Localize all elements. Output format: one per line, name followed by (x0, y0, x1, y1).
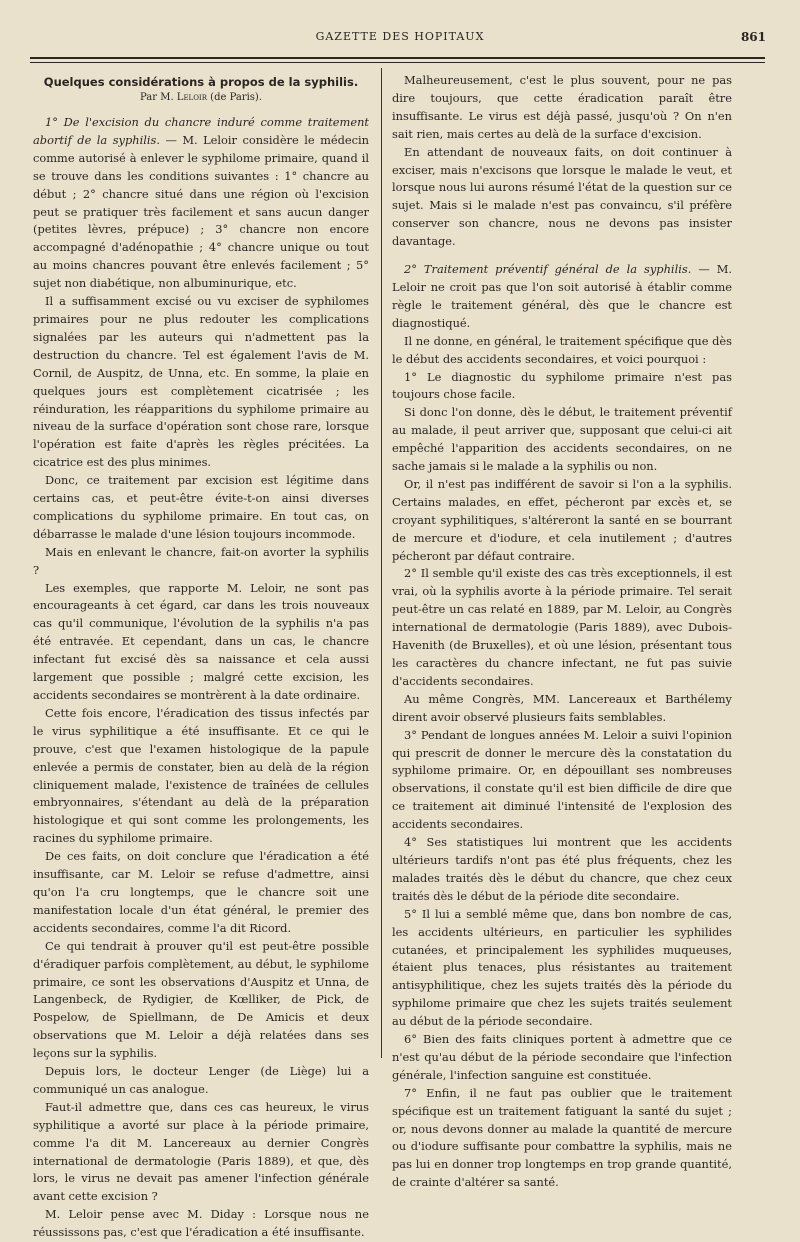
paragraph: Donc, ce traitement par excision est légitime dans certains cas, et peut-être évite-t-on ainsi diverses complications du syphilome primaire. En tout cas, on débarrasse le malade d'une lésion toujours incommode. (33, 473, 369, 541)
paragraph-text: — M. Leloir ne croit pas que l'on soit autorisé à établir comme règle le traitement général, dès que le chancre est diagnostiqué. (392, 262, 732, 330)
paragraph: 5° Il lui a semblé même que, dans bon nombre de cas, les accidents ultérieurs, en particulier les syphilides cutanées, et principalement les syphilides muqueuses, étaient plus tenaces, plus résistantes au traitement antisyphilitique, chez les sujets traités dès la période du syphilome primaire que chez les sujets traités seulement au début de la période secondaire. (392, 906, 732, 1029)
paragraph: 7° Enfin, il ne faut pas oublier que le traitement spécifique est un traitement fatiguant la santé du sujet ; or, nous devons donner au malade la quantité de mercure ou d'iodure suffisante pour combattre la syphilis, mais ne pas lui en donner trop longtemps en trop grande quantité, de crainte d'altérer sa santé. (392, 1085, 732, 1190)
right-column (392, 72, 732, 1192)
paragraph: 6° Bien des faits cliniques portent à admettre que ce n'est qu'au début de la période secondaire que l'infection générale, l'infection sanguine est constituée. (392, 1032, 732, 1082)
paragraph: Si donc l'on donne, dès le début, le traitement préventif au malade, il peut arriver que, supposant que celui-ci ait empêché l'apparition des accidents secondaires, on ne sache jamais si le malade a la syphilis ou non. (392, 405, 732, 474)
paragraph: Il ne donne, en général, le traitement spécifique que dès le début des accidents secondaires, et voici pourquoi : (392, 333, 732, 366)
author-name: Leloir (176, 92, 207, 103)
header-rule-thin (30, 62, 765, 63)
paragraph: 4° Ses statistiques lui montrent que les accidents ultérieurs tardifs n'ont pas été plus fréquents, chez les malades traités dès le début du chancre, que chez ceux traités dès le début de la période dite secondaire. (392, 835, 732, 903)
paragraph: 1° Le diagnostic du syphilome primaire n'est pas toujours chose facile. (392, 369, 732, 402)
running-title: GAZETTE DES HOPITAUX (315, 30, 485, 43)
article-author (33, 90, 369, 106)
paragraph: Les exemples, que rapporte M. Leloir, ne sont pas encourageants à cet égard, car dans les trois nouveaux cas qu'il communique, l'évolution de la syphilis n'a pas été entravée. Et cependant, dans un cas, le chancre infectant fut excisé dès sa naissance et cela aussi largement que possible ; malgré cette excision, les accidents secondaires se montrèrent à la date ordinaire. (33, 580, 369, 702)
left-column (33, 72, 369, 1242)
section-heading: 2° Traitement préventif général de la syphilis. (404, 262, 692, 277)
page-number: 861 (740, 30, 766, 44)
paragraph: Au même Congrès, MM. Lancereaux et Barthélemy dirent avoir observé plusieurs faits semblables. (392, 691, 732, 724)
paragraph: Or, il n'est pas indifférent de savoir si l'on a la syphilis. Certains malades, en effet, pécheront par excès et, se croyant syphilitiques, s'altéreront la santé en se bourrant de mercure et d'iodure, et cela inutilement ; d'autres pécheront par défaut contraire. (392, 476, 732, 563)
paragraph: M. Leloir pense avec M. Diday : Lorsque nous ne réussissons pas, c'est que l'éradication a été insuffisante. (33, 1207, 369, 1240)
paragraph: Il a suffisamment excisé ou vu exciser de syphilomes primaires pour ne plus redouter les complications signalées par les auteurs qui n'admettent pas la destruction du chancre. Tel est également l'avis de M. Cornil, de Auspitz, de Unna, etc. En somme, la plaie en quelques jours est complètement cicatrisée ; les réinduration, les réapparitions du syphilome primaire au niveau de la surface d'opération sont chose rare, lorsque l'opération est faite d'après les règles précitées. La cicatrice est des plus minimes. (33, 294, 369, 470)
paragraph: Malheureusement, c'est le plus souvent, pour ne pas dire toujours, que cette éradication paraît être insuffisante. Le virus est déjà passé, jusqu'où ? On n'en sait rien, mais certes au delà de la surface d'excision. (392, 73, 732, 141)
paragraph-text: — M. Leloir considère le médecin comme autorisé à enlever le syphilome primaire, quand il se trouve dans les conditions suivantes : 1° chancre au début ; 2° chancre situé dans une région où l'excision peut se pratiquer très facilement et sans aucun danger (petites lèvres, prépuce) ; 3° chancre non encore accompagné d'adénopathie ; 4° chancre unique ou tout au moins chancres pouvant être enlevés facilement ; 5° sujet non diabétique, non albuminurique, etc. (33, 132, 369, 291)
paragraph (392, 261, 732, 333)
paragraph (33, 114, 369, 293)
paragraph: En attendant de nouveaux faits, on doit continuer à exciser, mais n'excisons que lorsque le malade le veut, et lorsque nous lui aurons résumé l'état de la question sur ce sujet. Mais si le malade n'est pas convaincu, s'il préfère conserver son chancre, nous ne devons pas insister davantage. (392, 144, 732, 249)
page-header (30, 30, 770, 46)
paragraph: Depuis lors, le docteur Lenger (de Liège) lui a communiqué un cas analogue. (33, 1064, 369, 1096)
paragraph: 3° Pendant de longues années M. Leloir a suivi l'opinion qui prescrit de donner le mercure dès la constatation du syphilome primaire. Or, en dépouillant ses nombreuses observations, il constate qu'il est bien difficile de dire que ce traitement ait diminué l'intensité de l'explosion des accidents secondaires. (392, 727, 732, 832)
paragraph: 2° Il semble qu'il existe des cas très exceptionnels, il est vrai, où la syphilis avorte à la période primaire. Tel serait peut-être un cas relaté en 1889, par M. Leloir, au Congrès international de dermatologie (Paris 1889), avec Dubois-Havenith (de Bruxelles), et où une lésion, présentant tous les caractères du chancre infectant, ne fut pas suivie d'accidents secondaires. (392, 566, 732, 688)
paragraph: Ce qui tendrait à prouver qu'il est peut-être possible d'éradiquer parfois complètement, au début, le syphilome primaire, ce sont les observations d'Auspitz et Unna, de Langenbeck, de Rydigier, de Kœlliker, de Pick, de Pospelow, de Spiellmann, de De Amicis et deux observations que M. Leloir a déjà relatées dans ses leçons sur la syphilis. (33, 938, 369, 1061)
section-gap (392, 251, 732, 261)
paragraph: Cette fois encore, l'éradication des tissus infectés par le virus syphilitique a été insuffisante. Et ce qui le prouve, c'est que l'examen histologique de la papule enlevée a permis de constater, bien au delà de la région cliniquement malade, l'existence de traînées de cellules embryonnaires, s'étendant au delà de la préparation histologique et qui sont comme les prolongements, les racines du syphilome primaire. (33, 705, 369, 846)
paragraph: Mais en enlevant le chancre, fait-on avorter la syphilis ? (33, 544, 369, 577)
author-place: (de Paris). (206, 92, 262, 103)
author-prefix: Par M. (140, 92, 177, 103)
article-title: Quelques considérations à propos de la syphilis. (43, 75, 359, 89)
paragraph: Faut-il admettre que, dans ces cas heureux, le virus syphilitique a avorté sur place à la période primaire, comme l'a dit M. Lancereaux au dernier Congrès international de dermatologie (Paris 1889), et que, dès lors, le virus ne devait pas amener l'infection générale avant cette excision ? (33, 1099, 369, 1204)
paragraph: De ces faits, on doit conclure que l'éradication a été insuffisante, car M. Leloir se refuse d'admettre, ainsi qu'on l'a cru longtemps, que le chancre soit une manifestation locale d'un état général, le premier des accidents secondaires, comme l'a dit Ricord. (33, 849, 369, 935)
header-rule-thick (30, 57, 765, 59)
section-heading: 1° De l'excision du chancre induré comme traitement abortif de la syphilis. (33, 115, 369, 147)
column-divider (381, 68, 382, 1058)
